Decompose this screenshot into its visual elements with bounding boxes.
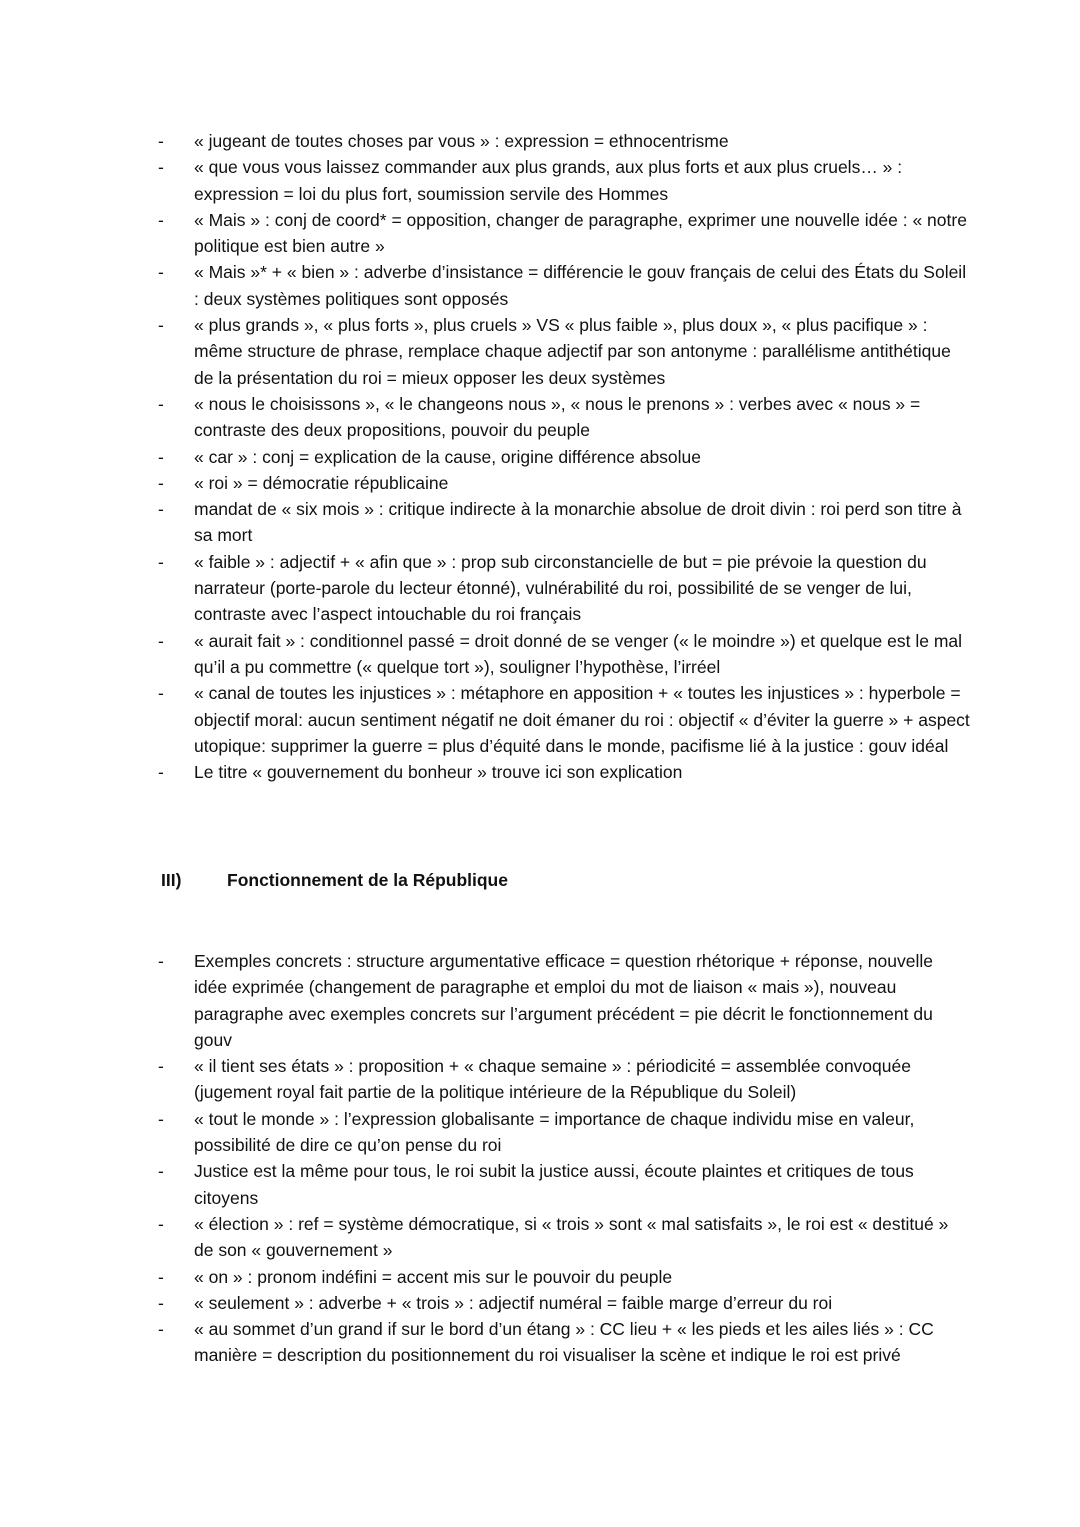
analysis-list-part-3	[0, 948, 1080, 1369]
bullet-dash: -	[158, 951, 164, 971]
list-item-text: « aurait fait » : conditionnel passé = droit donné de se venger (« le moindre ») et quelque est le mal qu’il a pu commettre (« quelque tort »), souligner l’hypothèse, l’irréel	[194, 630, 963, 677]
list-item-text: « jugeant de toutes choses par vous » : expression = ethnocentrisme	[194, 131, 729, 151]
bullet-dash: -	[158, 499, 164, 520]
list-item	[0, 444, 1080, 470]
list-item-text: « nous le choisissons », « le changeons nous », « nous le prenons » : verbes avec « nous » = contraste des deux propositions, pouvoir du peuple	[194, 393, 921, 441]
bullet-dash: -	[158, 472, 164, 493]
bullet-dash: -	[158, 131, 164, 151]
list-item	[0, 154, 1080, 207]
section-number: III)	[161, 870, 182, 890]
bullet-dash: -	[158, 1266, 164, 1287]
list-item	[0, 128, 1080, 154]
bullet-dash: -	[158, 209, 164, 230]
list-item	[0, 1053, 1080, 1106]
section-title: Fonctionnement de la République	[227, 870, 508, 890]
list-item-text: « Mais » : conj de coord* = opposition, changer de paragraphe, exprimer une nouvelle idée : « notre politique est bien autre »	[194, 209, 967, 257]
list-item-text: « tout le monde » : l’expression globalisante = importance de chaque individu mise en valeur, possibilité de dire ce qu’on pense du roi	[194, 1108, 915, 1156]
list-item	[0, 1316, 1080, 1369]
list-item-text: « Mais »* + « bien » : adverbe d’insistance = différencie le gouv français de celui des États du Soleil : deux systèmes politiques sont opposés	[194, 262, 967, 309]
list-item-text: Le titre « gouvernement du bonheur » trouve ici son explication	[194, 762, 683, 783]
list-item-text: « élection » : ref = système démocratique, si « trois » sont « mal satisfaits », le roi est « destitué » de son « gouvernement »	[194, 1213, 949, 1261]
list-item-text: mandat de « six mois » : critique indirecte à la monarchie absolue de droit divin : roi perd son titre à sa mort	[194, 499, 962, 546]
list-item-text: « plus grands », « plus forts », plus cruels » VS « plus faible », plus doux », « plus pacifique » : même structure de phrase, remplace chaque adjectif par son antonyme : parallélisme antithétique de la présentation du roi = mieux opposer les deux systèmes	[194, 315, 951, 388]
list-item	[0, 207, 1080, 260]
bullet-dash: -	[158, 446, 164, 467]
list-item	[0, 1106, 1080, 1159]
analysis-list-part-2	[0, 128, 1080, 785]
list-item	[0, 391, 1080, 444]
bullet-dash: -	[158, 1056, 164, 1077]
bullet-dash: -	[158, 393, 164, 414]
bullet-dash: -	[158, 762, 164, 783]
list-item	[0, 759, 1080, 785]
bullet-dash: -	[158, 1292, 164, 1313]
bullet-dash: -	[158, 630, 164, 651]
list-item	[0, 1158, 1080, 1211]
list-item-text: « il tient ses états » : proposition + « chaque semaine » : périodicité = assemblée convoquée (jugement royal fait partie de la politique intérieure de la République du Soleil)	[194, 1056, 911, 1103]
bullet-dash: -	[158, 1319, 164, 1340]
bullet-dash: -	[158, 683, 164, 704]
list-item-text: Justice est la même pour tous, le roi subit la justice aussi, écoute plaintes et critiques de tous citoyens	[194, 1161, 914, 1208]
list-item	[0, 312, 1080, 391]
list-item	[0, 549, 1080, 628]
list-item-text: « au sommet d’un grand if sur le bord d’un étang » : CC lieu + « les pieds et les ailes liés » : CC manière = description du positionnement du roi visualiser la scène et indique le roi est privé	[194, 1319, 934, 1366]
bullet-dash: -	[158, 1161, 164, 1182]
list-item	[0, 1264, 1080, 1290]
list-item-text: « on » : pronom indéfini = accent mis sur le pouvoir du peuple	[194, 1266, 673, 1287]
list-item	[0, 628, 1080, 681]
list-item-text: « seulement » : adverbe + « trois » : adjectif numéral = faible marge d’erreur du roi	[194, 1292, 833, 1313]
bullet-dash: -	[158, 1108, 164, 1129]
list-item	[0, 680, 1080, 759]
list-item-text: Exemples concrets : structure argumentative efficace = question rhétorique + réponse, nouvelle idée exprimée (changement de paragraphe et emploi du mot de liaison « mais »), nouveau paragraphe avec exemples concrets sur l’argument précédent = pie décrit le fonctionnement du gouv	[194, 951, 933, 1050]
bullet-dash: -	[158, 315, 164, 336]
list-item-text: « car » : conj = explication de la cause, origine différence absolue	[194, 446, 702, 467]
list-item	[0, 1211, 1080, 1264]
bullet-dash: -	[158, 262, 164, 283]
list-item	[0, 470, 1080, 496]
list-item	[0, 948, 1080, 1053]
list-item-text: « roi » = démocratie républicaine	[194, 472, 449, 493]
list-item-text: « que vous vous laissez commander aux plus grands, aux plus forts et aux plus cruels… » : expression = loi du plus fort, soumission servile des Hommes	[194, 157, 903, 204]
list-item-text: « faible » : adjectif + « afin que » : prop sub circonstancielle de but = pie prévoie la question du narrateur (porte-parole du lecteur étonné), vulnérabilité du roi, possibilité de se venger de lui, contraste avec l’aspect intouchable du roi français	[194, 551, 927, 625]
list-item	[0, 496, 1080, 549]
list-item	[0, 259, 1080, 312]
bullet-dash: -	[158, 551, 164, 572]
bullet-dash: -	[158, 1213, 164, 1234]
bullet-dash: -	[158, 157, 164, 178]
list-item	[0, 1290, 1080, 1316]
list-item-text: « canal de toutes les injustices » : métaphore en apposition + « toutes les injustices » : hyperbole = objectif moral: aucun sentiment négatif ne doit émaner du roi : objectif « d’éviter la guerre » + aspect utopique: supprimer la guerre = plus d’équité dans le monde, pacifisme lié à la justice : gouv idéal	[194, 683, 970, 756]
